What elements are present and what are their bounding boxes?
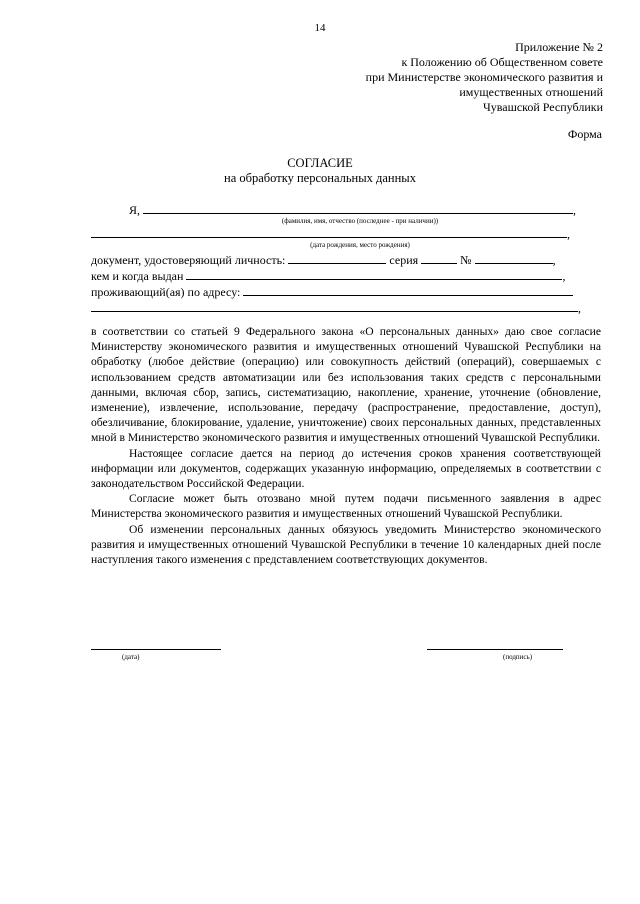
document-row — [91, 252, 556, 268]
birth-row — [91, 226, 570, 242]
address-label: проживающий(ая) по адресу: — [91, 285, 241, 299]
comma: , — [573, 203, 577, 217]
consent-paragraph: Согласие может быть отозвано мной путем подачи письменного заявления в адрес Министерства экономического развития и имущественных отношений Чувашской Республики. — [91, 492, 601, 521]
comma: , — [552, 253, 556, 267]
consent-paragraph: в соответствии со статьей 9 Федерального закона «О персональных данных» даю свое согласие Министерству экономического развития и имущественных отношений Чувашской Республики на обработку (любое действие (операцию) или совокупность действий (операций), совершаемых с использованием средств автоматизации или без использования таких средств с персональными данными, включая сбор, запись, систематизацию, накопление, хранение, уточнение (обновление, изменение), извлечение, использование, передачу (распространение, предоставление, доступ), обезличивание, блокирование, удаление, уничтожение) своих персональных данных, представленных мной в Министерство экономического развития и имущественных отношений Чувашской Республики. — [91, 325, 601, 445]
birth-hint: (дата рождения, место рождения) — [310, 241, 410, 249]
signature-hint: (подпись) — [503, 653, 533, 661]
series-label: серия — [389, 253, 419, 267]
title-sub: на обработку персональных данных — [224, 171, 416, 185]
date-hint: (дата) — [122, 653, 140, 661]
annex-line: к Положению об Общественном совете — [401, 55, 603, 69]
annex-line: Приложение № 2 — [515, 40, 603, 54]
address-field-2[interactable] — [91, 300, 578, 312]
annex-line: при Министерстве экономического развития и — [365, 70, 603, 84]
i-prefix: Я, — [129, 203, 141, 217]
fio-hint: (фамилия, имя, отчество (последнее - при наличии)) — [281, 217, 439, 225]
consent-body — [91, 324, 601, 567]
document-title — [0, 156, 640, 186]
date-line[interactable] — [91, 648, 221, 650]
annex-line: имущественных отношений — [459, 85, 603, 99]
page-number: 14 — [314, 22, 326, 34]
comma: , — [567, 227, 570, 241]
signature-line[interactable] — [427, 648, 563, 650]
issued-row — [91, 268, 565, 284]
consent-paragraph: Об изменении персональных данных обязуюсь уведомить Министерство экономического развития и имущественных отношений Чувашской Республики в течение 10 календарных дней после наступления такого изменения с представлением соответствующих документов. — [91, 522, 601, 567]
comma: , — [562, 269, 566, 283]
form-label: Форма — [567, 127, 602, 141]
document-field[interactable] — [288, 252, 386, 264]
fio-row — [129, 202, 576, 218]
birth-field[interactable] — [91, 226, 567, 238]
issued-label: кем и когда выдан — [91, 269, 184, 283]
annex-line: Чувашской Республики — [482, 100, 603, 114]
title-main: СОГЛАСИЕ — [287, 156, 353, 170]
comma: , — [578, 301, 581, 315]
fio-field[interactable] — [143, 202, 573, 214]
number-label: № — [460, 253, 472, 267]
number-field[interactable] — [475, 252, 553, 264]
issued-field[interactable] — [186, 268, 562, 280]
consent-paragraph: Настоящее согласие дается на период до истечения сроков хранения соответствующей информации или документов, содержащих указанную информацию, определяемых в соответствии с законодательством Российской Федерации. — [91, 446, 601, 491]
annex-header — [366, 40, 603, 115]
series-field[interactable] — [421, 252, 457, 264]
document-label: документ, удостоверяющий личность: — [91, 253, 286, 267]
address-field[interactable] — [243, 284, 573, 296]
address-row-2 — [91, 300, 581, 316]
address-row — [91, 284, 573, 300]
